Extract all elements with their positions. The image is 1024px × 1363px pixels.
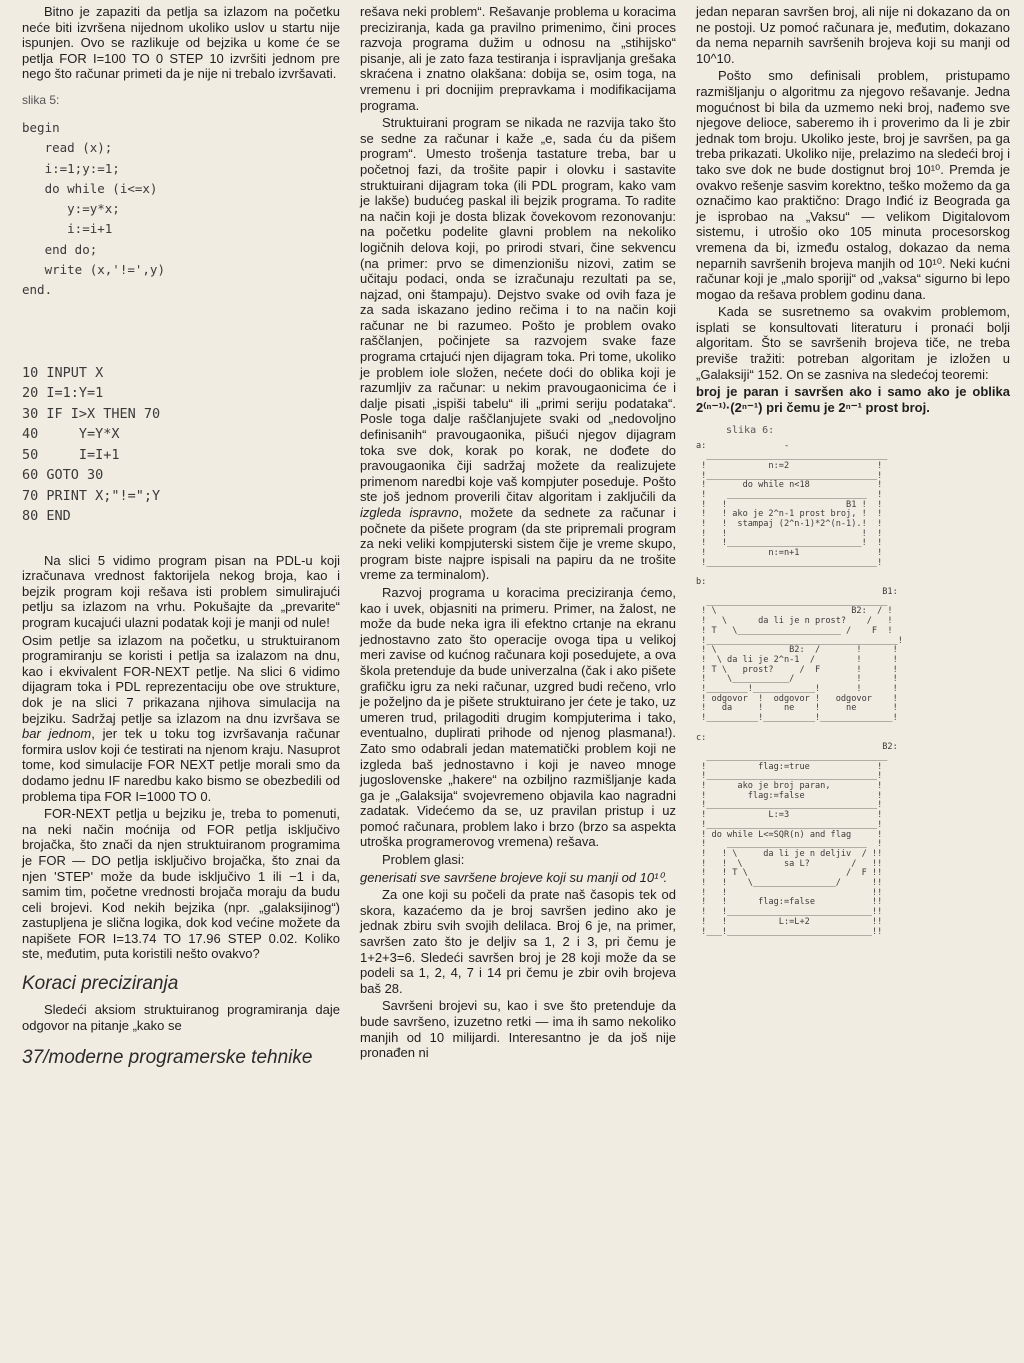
text-run: Osim petlje sa izlazom na početku, u struktuiranom programiranju se koristi i petlja sa izalazom na dnu, kao i ekvivalent FOR-NEXT petlje. Na slici 6 vidimo dijagram toka i PDL reprezentaciju obe ove strukture, dok je na slici 7 prikazana njihova simulacija na bejziku. Sadržaj petlje sa izlazom na dnu izvršava se <box>22 632 340 726</box>
figure-6-diagram: a: - ___________________________________ ! n:=2 ! !_________________________________! ! do while n<18 ! ! ___________________________ ! ! ! B1 ! ! ! ! ako je 2^n-1 prost broj, ! ! ! ! stampaj (2^n-1)*2^(n-1).! ! ! ! ! ! ! !__________________________! ! ! n:=n+1 ! !_________________________________! b: B1: ___________________________________ ! \ B2: / ! ! \ da li je n prost? / ! ! T \____________________ / F ! !_____________________________________! ! \ B2: / ! ! ! \ da li je 2^n-1 / ! ! ! T \ prost? / F ! ! ! \___________/ ! ! !________!____________! ! ! ! odgovor ! odgovor ! odgovor ! ! da ! ne ! ne ! !__________!__________!______________! c: B2: ___________________________________ ! flag:=true ! !_________________________________! ! ako je broj paran, ! ! flag:=false ! !_________________________________! ! L:=3 ! !_________________________________! ! do while L<=SQR(n) and flag ! ! ___________________________ ! ! ! \ da li je n deljiv / !! ! ! \ sa L? / !! ! ! T \ / F !! ! ! \________________/ !! ! ! !! ! ! flag:=false !! ! !____________________________!! ! ! L:=L+2 !! !___!____________________________!! <box>696 441 903 937</box>
text-run: Struktuirani program se nikada ne razvija tako što se sedne za računar i kaže „e, sada ću da pišem program“. Umesto trošenja tastature treba, bar u početnoj fazi, da trošite papir i olovku i sastavite struktuirani dijagram toka (ili PDL program, kako vam je lakše) budućeg paskal ili bejzik programa. To radite na način koji je dosta blizak čovekovom rezonovanju: na početku podelite glavni problem na nekoliko logičnih delova koji, po prirodi stvari, čine sekvencu (na primer: prvo se dimenzionišu nizovi, zatim se učitaju podaci, onda se izračunaju rezultati pa se, najzad, oni štampaju). Dejstvo svake od ovih faza je za sada iskazano jedino rečima i to na način koji računar ne bi razumeo. Pošto je problem ovako raščlanjen, počinjete sa razvojem svake faze programa crtajući njen dijagram toka. Pri tome, ukoliko je problem iole složen, nećete doći do oblika koji je razumljiv za računar: u nekim pravougaonicima će i dalje pisati „ispiši tabelu“ ili „primi seriju podataka“. Posle toga dalje raščlanjujete svaki od „nedovoljno definisanih“ pravougaonika, pišući njegov dijagram toka svе dok, korak po korak, ne dođete do pravougaonika čiji sadržaj možete da realizujete primenom naredbi koje vaš kompjuter poseduje. Pošto ste još jednom proverili čitav algoritam i zaključili da <box>360 115 676 505</box>
figure-5-caption: slika 5: <box>22 92 60 107</box>
paragraph-odd-perfect: jedan neparan savršen broj, ali nije ni dokazano da on ne postoji. Uz pomoć računara je, međutim, dokazano da nema neparnih savršenih brojeva koji su manji od 10^10. <box>696 4 1010 66</box>
paragraph-algorithm: Pošto smo definisali problem, pristupamo razmišljanju o algoritmu za njegovo rešavanje. Jedna mogućnost bi bila da uzmemo neki broj, nađemo sve njegove delioce, saberemo ih i proverimo da li je zbir jednak tom broju. Ukoliko jeste, broj je savršen, pa ga treba prikazati. Ukoliko nije, prelazimo na sledeći broj i tako sve dok ne bude dostignut broj 10¹⁰. Premda je ovakvo rešenje sasvim korektno, teško možemo da ga označimo kao praktično: Drago Inđić iz Beograda ga je isprobao na „Vaksu“ — velikom Digitalovom sistemu, i utrošio oko 105 minuta procesorskog vremena da bi, između ostalog, dokazao da nema neparnih savršenih brojeva manjih od 10¹⁰. Neki kućni računar koji je „malo sporiji“ od „vaksa“ sigurno bi lepo mogao da rešava problem godinu dana. <box>696 68 1010 302</box>
paragraph-problem: Problem glasi: <box>382 852 465 868</box>
paragraph-problem-statement <box>360 870 676 886</box>
column-3 <box>696 4 1010 937</box>
paragraph-literature: Kada se susretnemo sa ovakvim problemom, isplati se konsultovati literaturu i pronaći bolji algoritam. Što se savršenih brojeva tiče, ne treba previše tražiti: potreban algoritam je izložen u „Galaksiji“ 152. On se zasniva na sledećoj teoremi: <box>696 304 1010 382</box>
paragraph-development <box>360 115 676 583</box>
emphasis: generisati sve savršene brojeve koji su manji od 10¹⁰. <box>360 869 668 885</box>
paragraph-perfect-numbers: Za one koji su počeli da prate naš časopis tek od skora, kazaćemo da je broj savršen jedino ako je jednak zbiru svih svojih delilaca. Broj 6 je, na primer, savršen zato što je deljiv sa 1, 2 i 3, pri čemu je 1+2+3=6. Sledeći savršen broj je 28 koji može da se podeli sa 1, 2, 4, 7 i 14 pri čemu je zbir ovih brojeva baš 28. <box>360 887 676 996</box>
paragraph-refinement: rešava neki problem“. Rešavanje problema u koracima preciziranja, kada ga pravilno primenimo, čini proces razvoja programa dužim u odnosu na „stihijsko“ pisanje, ali je zato faza testiranja i ispravljanja grešaka skraćena i znatno olakšana: dobija se, osim toga, na vremenu i pri docnijim prepravkama i modifikacijama programa. <box>360 4 676 113</box>
paragraph-loop-types <box>22 633 340 805</box>
paragraph-figure-5: Na slici 5 vidimo program pisan na PDL-u koji izračunava vrednost faktorijela nekog broja, kao i bejzik program koji rešava isti problem simulirajući petlju sa izlazom na vrhu. Pokušajte da „prevarite“ program kucajući ulazni podatak koji je manji od nule! <box>22 552 340 631</box>
paragraph-example: Razvoj programa u koracima preciziranja ćemo, kao i uvek, objasniti na primeru. Primer, na žalost, ne može da bude neka igra ili efektno crtanje na ekranu jednostavno zato što operacije ovoga tipa u velikoj meri zavise od kućnog računara koji posedujete, a ova škola pretenduje da bude univerzalna (čak i ako pišete grafičku igru za neki računar, uzgred budi rečeno, vrlo je poželjno da je pišete struktuirano jer ćete je tako, uz umeren trud, prilagoditi drugim kompjuterima i tako, eventualno, duplirati prihode od njenog plasmana!). Zato smo odabrali jedan matematički problem koji ne izgleda baš jednostavno i koji je naveo mnoge jugoslovenske „hakere“ na ozbiljno razmišljanje kada ga je „Galaksija“ svojevremeno objavila kao nagradni zadatak. Videćemo da se, uz pravilan pristup i uz pomoć računara, problem lako i brzo (brzo sa aspekta utroška programerovog vremena) rešava. <box>360 584 676 850</box>
column-2 <box>360 4 676 1063</box>
theorem: broj je paran i savršen ako i samo ako je oblika 2⁽ⁿ⁻¹⁾·(2ⁿ⁻¹) pri čemu je 2ⁿ⁻¹ prost broj. <box>696 384 1010 415</box>
pdl-listing: begin read (x); i:=1;y:=1; do while (i<=x) y:=y*x; i:=i+1 end do; write (x,'!=',y) end. <box>22 119 165 298</box>
emphasis: bar jednom <box>22 726 92 742</box>
emphasis: izgleda ispravno <box>360 505 459 520</box>
page-footer: 37/moderne programerske tehnike <box>22 1047 313 1069</box>
paragraph-axiom: Sledeći aksiom struktuiranog programiranja daje odgovor na pitanje „kako se <box>22 1002 340 1033</box>
text-run: , jer tek u toku tog izvršavanja računar formira uslov koji će testirati na njenom kraju. Nasuprot tome, kod simulacije FOR NEXT petlje morali smo da dodamo jednu IF naredbu kako bismo se obezbedili od problema tipa FOR I=1000 TO 0. <box>22 726 340 804</box>
paragraph-rare-numbers: Savršeni brojevi su, kao i sve što pretenduje da bude savršeno, izuzetno retki — ima ih samo nekoliko manjih od 10 milijardi. Interesantno je da još nije pronađen ni <box>360 998 676 1061</box>
figure-6-caption: slika 6: <box>726 425 775 437</box>
paragraph-loop-intro: Bitno je zapaziti da petlja sa izlazom na početku neće biti izvršena nijednom ukoliko uslov u startu nije ispunjen. Ovo se razlikuje od bejzika u kome će se petlja FOR I=100 TO 0 STEP 10 izvršiti jednom pre nego što računar primeti da je nije ni trebalo izvršavati. <box>22 4 340 82</box>
section-heading: Koraci preciziranja <box>22 973 179 995</box>
basic-listing: 10 INPUT X 20 I=1:Y=1 30 IF I>X THEN 70 40 Y=Y*X 50 I=I+1 60 GOTO 30 70 PRINT X;"!=";Y 80 END <box>22 364 161 525</box>
text-run: , možete da sednete za računar i počnete da pišete program (da ste pripremali program za neki veliki kompjuterski sistem čije je vreme skupo, program biste najpre ispisali na papiru da ne trošite vreme za terminalom). <box>360 505 676 583</box>
paragraph-for-next: FOR-NEXT petlja u bejziku je, treba to pomenuti, na neki način moćnija od FOR petlja isključivo brojačka, što znači da njen struktuiranom programima je FOR — DO petlja isključivo brojačka, što znai da njen 'STEP' može da bude isključivo 1 ili −1 i da, samim tim, početne vrednosti brojača moraju da budu celi brojevi. Kod nekih bejzika (npr. „galaksijinog“) zastupljena je slična logika, dok kod većine možete da napišete FOR I=13.74 TO 17.96 STEP 0.02. Koliko ste, međutim, puta koristili nešto ovakvo? <box>22 806 340 962</box>
column-1 <box>22 4 340 1069</box>
